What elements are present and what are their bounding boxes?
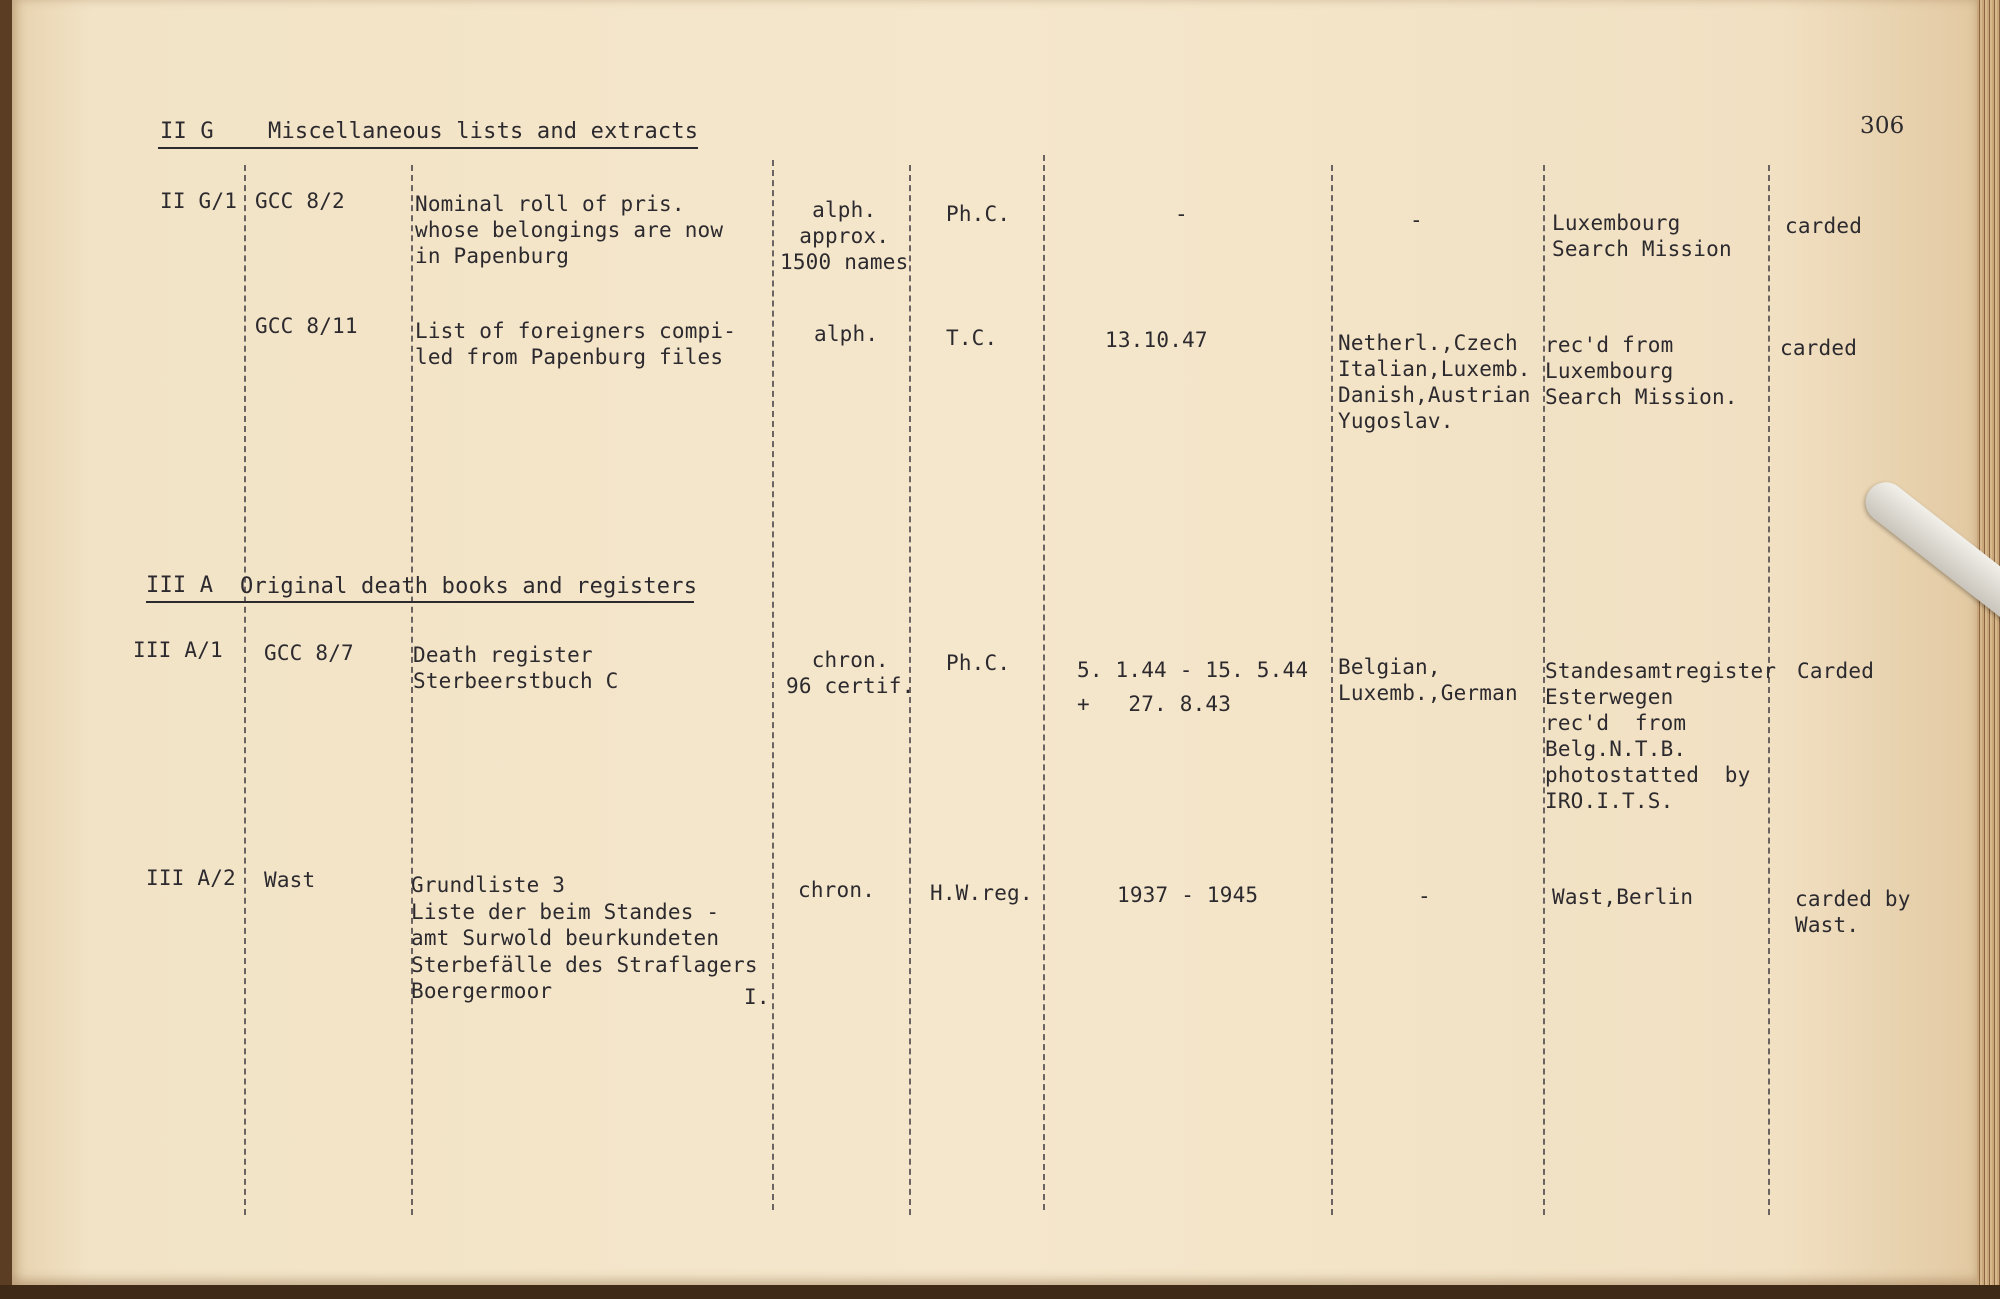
section-title: Miscellaneous lists and extracts	[268, 119, 699, 144]
row-period: 1937 - 1945	[1117, 883, 1259, 907]
row-nationality: Belgian, Luxemb.,German	[1338, 655, 1518, 705]
column-divider	[1331, 165, 1333, 1215]
row-ref: II G/1	[160, 189, 238, 213]
row-description-suffix: I.	[744, 985, 770, 1009]
section-code: III A	[146, 573, 214, 598]
row-type: Ph.C.	[946, 202, 1011, 226]
row-order: chron.	[798, 878, 876, 902]
book-bottom-edge	[0, 1285, 2000, 1299]
row-order: alph.	[814, 322, 879, 346]
row-period: 5. 1.44 - 15. 5.44 + 27. 8.43	[1077, 658, 1309, 716]
column-divider	[772, 160, 774, 1210]
row-ref: III A/2	[146, 866, 236, 890]
row-description: Death register Sterbeerstbuch C	[413, 643, 619, 693]
section-code: II G	[160, 119, 214, 144]
row-source: Wast,Berlin	[1552, 885, 1694, 909]
page-stack-edge	[1977, 0, 2000, 1299]
row-period: 13.10.47	[1105, 328, 1208, 352]
row-source: Standesamtregister Esterwegen rec'd from Belg.N.T.B. photostatted by IRO.I.T.S.	[1545, 659, 1777, 813]
row-nationality: -	[1410, 208, 1423, 232]
row-description: List of foreigners compi- led from Papenburg files	[415, 319, 737, 369]
row-file: GCC 8/11	[255, 314, 358, 338]
page-number: 306	[1860, 113, 1905, 139]
row-remarks: carded	[1785, 214, 1863, 238]
row-nationality: Netherl.,Czech Italian,Luxemb. Danish,Austrian Yugoslav.	[1338, 331, 1531, 433]
row-period: -	[1175, 202, 1188, 226]
row-nationality: -	[1418, 884, 1431, 908]
row-remarks: carded by Wast.	[1795, 887, 1911, 937]
row-file: Wast	[264, 868, 316, 892]
column-divider	[1043, 155, 1045, 1210]
row-description: Nominal roll of pris. whose belongings are now in Papenburg	[415, 192, 724, 268]
section-underline	[146, 601, 694, 603]
row-source: Luxembourg Search Mission	[1552, 211, 1732, 261]
row-remarks: carded	[1780, 336, 1858, 360]
row-type: Ph.C.	[946, 651, 1011, 675]
section-title: Original death books and registers	[240, 574, 698, 599]
row-description: Grundliste 3 Liste der beim Standes - amt Surwold beurkundeten Sterbefälle des Straflagers Boergermoor	[411, 873, 758, 1003]
row-type: T.C.	[946, 326, 998, 350]
row-order: alph. approx. 1500 names	[780, 198, 909, 274]
section-underline	[158, 147, 698, 149]
row-source: rec'd from Luxembourg Search Mission.	[1545, 333, 1738, 409]
column-divider	[244, 165, 246, 1215]
row-file: GCC 8/7	[264, 641, 354, 665]
row-type: H.W.reg.	[930, 881, 1033, 905]
row-ref: III A/1	[133, 638, 223, 662]
row-remarks: Carded	[1797, 659, 1875, 683]
row-file: GCC 8/2	[255, 189, 345, 213]
row-order: chron. 96 certif.	[786, 648, 915, 698]
